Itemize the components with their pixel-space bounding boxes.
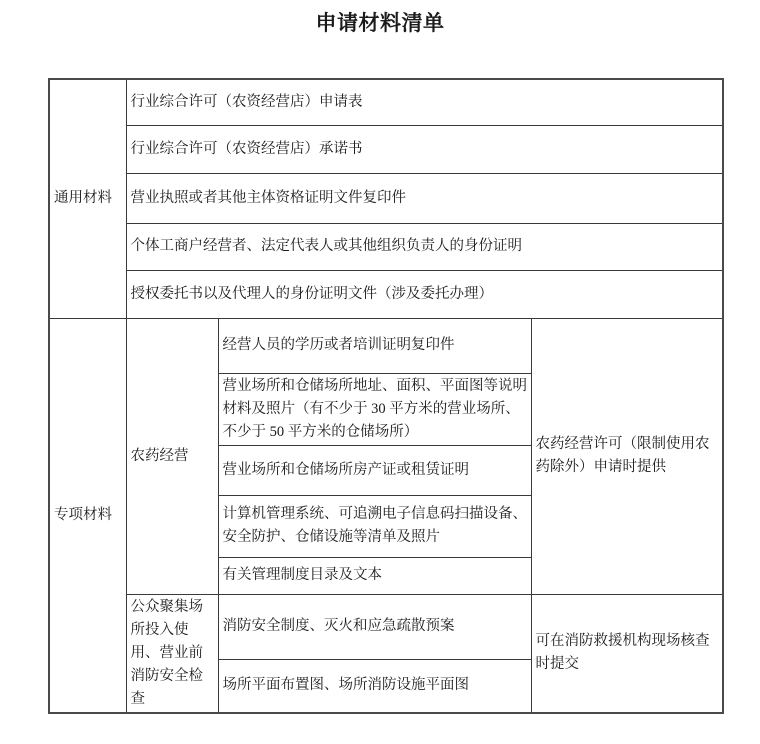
note-cell-pesticide: 农药经营许可（限制使用农药除外）申请时提供 xyxy=(531,318,723,594)
material-cell: 计算机管理系统、可追溯电子信息码扫描设备、安全防护、仓储设施等清单及照片 xyxy=(218,495,531,557)
table-row xyxy=(49,125,723,173)
table-row xyxy=(49,270,723,318)
table-row xyxy=(49,594,723,660)
materials-table xyxy=(48,78,724,714)
material-cell: 个体工商户经营者、法定代表人或其他组织负责人的身份证明 xyxy=(126,223,723,270)
material-cell: 授权委托书以及代理人的身份证明文件（涉及委托办理） xyxy=(126,270,723,318)
group-cell-pesticide: 农药经营 xyxy=(126,318,218,594)
category-cell-special: 专项材料 xyxy=(49,318,126,713)
material-cell: 营业场所和仓储场所地址、面积、平面图等说明材料及照片（有不少于 30 平方米的营业场所、不少于 50 平方米的仓储场所） xyxy=(218,373,531,445)
material-cell: 行业综合许可（农资经营店）承诺书 xyxy=(126,125,723,173)
page-title: 申请材料清单 xyxy=(315,11,445,35)
material-cell: 消防安全制度、灭火和应急疏散预案 xyxy=(218,594,531,660)
material-cell: 场所平面布置图、场所消防设施平面图 xyxy=(218,660,531,713)
material-cell: 行业综合许可（农资经营店）申请表 xyxy=(126,79,723,125)
material-cell: 营业场所和仓储场所房产证或租赁证明 xyxy=(218,445,531,495)
category-cell-general: 通用材料 xyxy=(49,79,126,318)
table-row xyxy=(49,79,723,125)
material-cell: 营业执照或者其他主体资格证明文件复印件 xyxy=(126,173,723,223)
material-cell: 有关管理制度目录及文本 xyxy=(218,557,531,594)
group-cell-fire-safety: 公众聚集场所投入使用、营业前消防安全检查 xyxy=(126,594,218,713)
table-row xyxy=(49,223,723,270)
table-row xyxy=(49,173,723,223)
table-row xyxy=(49,318,723,373)
note-cell-fire-safety: 可在消防救援机构现场核查时提交 xyxy=(531,594,723,713)
material-cell: 经营人员的学历或者培训证明复印件 xyxy=(218,318,531,373)
